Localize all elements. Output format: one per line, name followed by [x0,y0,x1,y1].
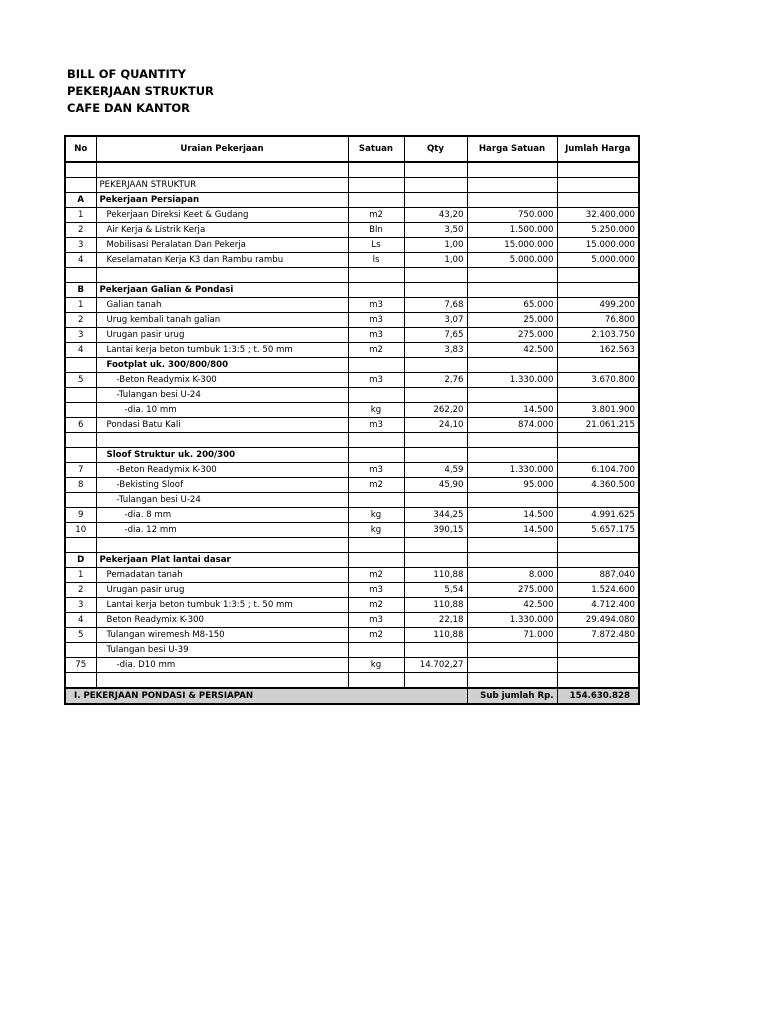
cell-uraian: Tulangan besi U-39 [96,643,348,658]
cell-no: B [65,283,96,298]
cell-no: 1 [65,568,96,583]
cell-satuan: Bln [348,223,404,238]
cell-uraian: Pekerjaan Persiapan [96,193,348,208]
cell-no: 2 [65,583,96,598]
cell-harga-satuan: 65.000 [467,298,557,313]
cell-uraian: Footplat uk. 300/800/800 [96,358,348,373]
cell-no [65,268,96,283]
cell-qty: 7,68 [404,298,467,313]
cell-harga-satuan: 1.330.000 [467,373,557,388]
table-row [65,283,639,298]
cell-jumlah-harga: 21.061.215 [557,418,639,433]
cell-jumlah-harga [557,553,639,568]
table-row [65,193,639,208]
title-line-3: CAFE DAN KANTOR [67,101,191,115]
cell-jumlah-harga: 7.872.480 [557,628,639,643]
cell-satuan: kg [348,403,404,418]
table-row [65,223,639,238]
table-row [65,643,639,658]
cell-harga-satuan: 275.000 [467,583,557,598]
cell-qty [404,643,467,658]
cell-harga-satuan [467,178,557,193]
table-row [65,388,639,403]
cell-uraian: Pekerjaan Plat lantai dasar [96,553,348,568]
cell-harga-satuan [467,358,557,373]
cell-satuan [348,178,404,193]
cell-satuan: m3 [348,328,404,343]
cell-qty: 110,88 [404,598,467,613]
cell-uraian: -dia. 10 mm [96,403,348,418]
cell-jumlah-harga: 76.800 [557,313,639,328]
cell-qty: 45,90 [404,478,467,493]
cell-satuan: kg [348,508,404,523]
cell-satuan: Ls [348,238,404,253]
cell-no [65,433,96,448]
cell-qty [404,283,467,298]
cell-jumlah-harga: 15.000.000 [557,238,639,253]
cell-no: 2 [65,313,96,328]
cell-qty: 4,59 [404,463,467,478]
cell-harga-satuan [467,193,557,208]
cell-jumlah-harga: 3.670.800 [557,373,639,388]
cell-qty: 5,54 [404,583,467,598]
header-harga-satuan: Harga Satuan [467,136,557,162]
cell-uraian: Pekerjaan Direksi Keet & Gudang [96,208,348,223]
cell-qty: 3,07 [404,313,467,328]
cell-harga-satuan [467,433,557,448]
cell-harga-satuan: 1.500.000 [467,223,557,238]
cell-satuan: m2 [348,568,404,583]
cell-harga-satuan [467,268,557,283]
cell-harga-satuan [467,553,557,568]
cell-uraian [96,433,348,448]
cell-satuan: kg [348,658,404,673]
cell-qty [404,493,467,508]
cell-satuan [348,268,404,283]
cell-qty [404,358,467,373]
cell-harga-satuan: 5.000.000 [467,253,557,268]
cell-no [65,358,96,373]
cell-harga-satuan [467,658,557,673]
cell-qty: 43,20 [404,208,467,223]
cell-qty [404,193,467,208]
table-row [65,553,639,568]
title-line-2: PEKERJAAN STRUKTUR [67,84,214,98]
cell-harga-satuan: 750.000 [467,208,557,223]
cell-harga-satuan [467,538,557,553]
cell-jumlah-harga: 6.104.700 [557,463,639,478]
cell-uraian: PEKERJAAN STRUKTUR [96,178,348,193]
table-row [65,208,639,223]
cell-harga-satuan [467,388,557,403]
cell-jumlah-harga: 1.524.600 [557,583,639,598]
cell-jumlah-harga: 3.801.900 [557,403,639,418]
cell-uraian: -Tulangan besi U-24 [96,493,348,508]
cell-uraian: -Tulangan besi U-24 [96,388,348,403]
cell-satuan: ls [348,253,404,268]
cell-uraian: Mobilisasi Peralatan Dan Pekerja [96,238,348,253]
cell-satuan: m3 [348,313,404,328]
cell-jumlah-harga [557,283,639,298]
header-qty: Qty [404,136,467,162]
cell-qty: 1,00 [404,253,467,268]
cell-qty: 3,83 [404,343,467,358]
cell-uraian: -dia. D10 mm [96,658,348,673]
cell-harga-satuan [467,162,557,178]
cell-harga-satuan: 14.500 [467,403,557,418]
cell-harga-satuan: 42.500 [467,598,557,613]
cell-uraian: -Bekisting Sloof [96,478,348,493]
cell-no: 9 [65,508,96,523]
table-row [65,583,639,598]
cell-jumlah-harga [557,448,639,463]
cell-no [65,493,96,508]
cell-no: 1 [65,298,96,313]
table-row [65,673,639,689]
table-row [65,628,639,643]
cell-uraian: Lantai kerja beton tumbuk 1:3:5 ; t. 50 mm [96,343,348,358]
cell-harga-satuan: 14.500 [467,508,557,523]
cell-jumlah-harga [557,538,639,553]
table-row [65,463,639,478]
cell-harga-satuan: 71.000 [467,628,557,643]
cell-jumlah-harga: 4.360.500 [557,478,639,493]
cell-harga-satuan: 275.000 [467,328,557,343]
cell-satuan: m2 [348,343,404,358]
cell-uraian: -dia. 12 mm [96,523,348,538]
subtotal-caption: Sub jumlah Rp. [467,688,557,704]
cell-harga-satuan [467,493,557,508]
cell-jumlah-harga [557,388,639,403]
cell-satuan [348,493,404,508]
cell-harga-satuan [467,643,557,658]
header-uraian: Uraian Pekerjaan [96,136,348,162]
cell-satuan [348,358,404,373]
cell-no: 1 [65,208,96,223]
cell-uraian: Tulangan wiremesh M8-150 [96,628,348,643]
cell-uraian: -Beton Readymix K-300 [96,373,348,388]
cell-uraian: Pemadatan tanah [96,568,348,583]
cell-uraian: Sloof Struktur uk. 200/300 [96,448,348,463]
cell-satuan [348,193,404,208]
header-jumlah-harga: Jumlah Harga [557,136,639,162]
table-row [65,268,639,283]
cell-qty: 110,88 [404,568,467,583]
table-row [65,328,639,343]
cell-no [65,403,96,418]
cell-uraian [96,162,348,178]
table-row [65,508,639,523]
table-row [65,493,639,508]
cell-satuan: m3 [348,613,404,628]
cell-uraian [96,673,348,689]
cell-satuan [348,538,404,553]
table-row [65,238,639,253]
title-line-1: BILL OF QUANTITY [67,67,186,81]
cell-satuan [348,448,404,463]
cell-qty [404,538,467,553]
cell-qty [404,388,467,403]
table-row [65,358,639,373]
cell-harga-satuan: 95.000 [467,478,557,493]
cell-qty [404,673,467,689]
table-row [65,448,639,463]
cell-no: 6 [65,418,96,433]
cell-qty: 14.702,27 [404,658,467,673]
cell-jumlah-harga: 5.657.175 [557,523,639,538]
table-row [65,598,639,613]
cell-qty [404,268,467,283]
table-row [65,433,639,448]
cell-uraian: Pekerjaan Galian & Pondasi [96,283,348,298]
cell-harga-satuan [467,283,557,298]
cell-qty: 344,25 [404,508,467,523]
table-row [65,568,639,583]
cell-uraian: Beton Readymix K-300 [96,613,348,628]
table-row [65,418,639,433]
cell-jumlah-harga [557,493,639,508]
cell-no [65,448,96,463]
cell-qty: 22,18 [404,613,467,628]
cell-jumlah-harga: 887.040 [557,568,639,583]
table-row [65,162,639,178]
cell-harga-satuan [467,673,557,689]
cell-harga-satuan: 15.000.000 [467,238,557,253]
cell-jumlah-harga [557,162,639,178]
cell-jumlah-harga [557,658,639,673]
cell-jumlah-harga: 32.400.000 [557,208,639,223]
cell-uraian: Galian tanah [96,298,348,313]
header-no: No [65,136,96,162]
cell-no [65,673,96,689]
cell-satuan [348,162,404,178]
cell-harga-satuan: 1.330.000 [467,463,557,478]
cell-no [65,178,96,193]
table-row [65,298,639,313]
cell-satuan [348,388,404,403]
cell-qty [404,553,467,568]
table-row [65,313,639,328]
cell-uraian: Lantai kerja beton tumbuk 1:3:5 ; t. 50 mm [96,598,348,613]
cell-no: 3 [65,328,96,343]
cell-no [65,388,96,403]
cell-jumlah-harga: 4.712.400 [557,598,639,613]
cell-qty: 1,00 [404,238,467,253]
cell-qty [404,162,467,178]
cell-qty: 262,20 [404,403,467,418]
cell-qty: 110,88 [404,628,467,643]
cell-satuan: m2 [348,208,404,223]
cell-no: 5 [65,628,96,643]
cell-uraian: -Beton Readymix K-300 [96,463,348,478]
cell-harga-satuan: 42.500 [467,343,557,358]
cell-no: 2 [65,223,96,238]
cell-no: 4 [65,253,96,268]
cell-uraian: Keselamatan Kerja K3 dan Rambu rambu [96,253,348,268]
cell-no [65,643,96,658]
cell-jumlah-harga: 162.563 [557,343,639,358]
cell-qty [404,433,467,448]
cell-uraian: Urug kembali tanah galian [96,313,348,328]
table-body [65,162,639,688]
table-row [65,523,639,538]
cell-harga-satuan: 1.330.000 [467,613,557,628]
cell-satuan: kg [348,523,404,538]
table-row [65,253,639,268]
cell-satuan: m2 [348,598,404,613]
header-satuan: Satuan [348,136,404,162]
cell-uraian: Urugan pasir urug [96,583,348,598]
cell-no: 10 [65,523,96,538]
cell-satuan: m2 [348,478,404,493]
cell-uraian [96,268,348,283]
cell-harga-satuan: 8.000 [467,568,557,583]
document-titles [67,66,214,117]
cell-uraian: Air Kerja & Listrik Kerja [96,223,348,238]
cell-no: A [65,193,96,208]
cell-satuan [348,283,404,298]
cell-jumlah-harga: 29.494.080 [557,613,639,628]
cell-uraian: -dia. 8 mm [96,508,348,523]
cell-uraian: Pondasi Batu Kali [96,418,348,433]
cell-no: 4 [65,343,96,358]
cell-jumlah-harga [557,178,639,193]
cell-jumlah-harga: 5.250.000 [557,223,639,238]
cell-satuan: m3 [348,583,404,598]
cell-qty: 3,50 [404,223,467,238]
table-row [65,478,639,493]
cell-no: 4 [65,613,96,628]
cell-harga-satuan: 25.000 [467,313,557,328]
cell-satuan: m2 [348,628,404,643]
cell-harga-satuan: 14.500 [467,523,557,538]
cell-uraian [96,538,348,553]
cell-qty: 24,10 [404,418,467,433]
cell-jumlah-harga [557,643,639,658]
cell-jumlah-harga: 4.991.625 [557,508,639,523]
cell-satuan: m3 [348,373,404,388]
table-row [65,658,639,673]
table-row [65,538,639,553]
cell-harga-satuan [467,448,557,463]
subtotal-row [65,688,639,704]
cell-no: 3 [65,238,96,253]
cell-no [65,538,96,553]
table-row [65,403,639,418]
cell-no: 5 [65,373,96,388]
bill-of-quantity-table [64,135,640,705]
cell-no: 8 [65,478,96,493]
cell-satuan [348,553,404,568]
cell-satuan [348,643,404,658]
table-row [65,373,639,388]
subtotal-value: 154.630.828 [557,688,639,704]
cell-harga-satuan: 874.000 [467,418,557,433]
table-row [65,343,639,358]
cell-no: 7 [65,463,96,478]
cell-satuan: m3 [348,298,404,313]
cell-qty: 390,15 [404,523,467,538]
cell-jumlah-harga: 499.200 [557,298,639,313]
cell-no [65,162,96,178]
cell-jumlah-harga [557,193,639,208]
cell-qty [404,448,467,463]
subtotal-label: I. PEKERJAAN PONDASI & PERSIAPAN [65,688,467,704]
table-row [65,613,639,628]
cell-jumlah-harga [557,268,639,283]
cell-satuan: m3 [348,418,404,433]
cell-jumlah-harga [557,673,639,689]
cell-no: D [65,553,96,568]
cell-qty: 2,76 [404,373,467,388]
cell-jumlah-harga: 2.103.750 [557,328,639,343]
cell-jumlah-harga: 5.000.000 [557,253,639,268]
cell-jumlah-harga [557,358,639,373]
cell-jumlah-harga [557,433,639,448]
cell-no: 3 [65,598,96,613]
table-row [65,178,639,193]
cell-satuan [348,673,404,689]
header-row [65,136,639,162]
cell-uraian: Urugan pasir urug [96,328,348,343]
cell-no: 75 [65,658,96,673]
cell-satuan: m3 [348,463,404,478]
cell-qty: 7,65 [404,328,467,343]
cell-satuan [348,433,404,448]
cell-qty [404,178,467,193]
